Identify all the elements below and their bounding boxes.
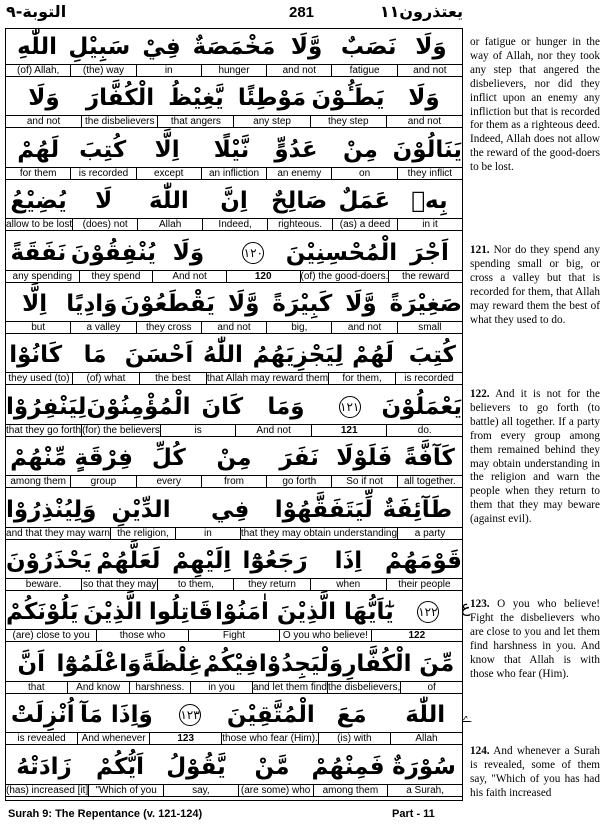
arabic-word: قَوْمَهُمْ <box>385 548 462 574</box>
arabic-word: رَجَعُوْٓا <box>242 548 308 574</box>
arabic-word: زَادَتْهُ <box>16 753 72 780</box>
verse-number-gloss: 120 <box>226 271 300 282</box>
arabic-word: كُلِّ <box>151 445 186 472</box>
english-gloss: fatigue <box>331 65 396 76</box>
arabic-line <box>6 31 462 63</box>
arabic-word: عَمَلٌ <box>338 188 391 215</box>
arabic-word: فَمِنْهُمْ <box>311 753 385 780</box>
english-gloss: among them <box>10 476 66 488</box>
arabic-word: يٰٓاَيُّهَا الَّذِيْنَ اٰمَنُوْا <box>215 599 394 626</box>
english-gloss: And know <box>67 682 129 693</box>
verse-line <box>6 286 462 337</box>
arabic-word: اللّٰهِ <box>17 34 58 60</box>
verse-line <box>6 29 462 80</box>
arabic-word: يَعْمَلُوْنَ <box>381 393 462 420</box>
english-gloss: (as) a deed <box>332 219 397 230</box>
arabic-word: اَنَّ <box>17 650 45 677</box>
arabic-line <box>6 134 462 166</box>
arabic-word: الْكُفَّارَ <box>85 85 155 112</box>
english-gloss-line <box>6 424 462 437</box>
arabic-word: مِّنْهُمْ <box>10 445 68 472</box>
arabic-word: فِي <box>211 496 250 523</box>
english-gloss: harshness. <box>129 682 191 693</box>
english-gloss: every <box>136 476 201 487</box>
english-gloss: (are) close to you <box>12 630 90 642</box>
english-gloss: that they may obtain understanding <box>240 527 398 539</box>
english-gloss: that <box>28 681 45 693</box>
english-gloss: Fight <box>188 630 279 641</box>
translation-verse-122: 122. And it is not for the believers to go forth (to battle) all together. If a party from every group among them remained behind they may obtain understanding in the religion and warn the people when they return to them that they may beware (against evil). <box>470 388 600 526</box>
ruku-mark-icon: ع <box>461 597 471 616</box>
verse-number-gloss: 123 <box>149 733 221 744</box>
arabic-line <box>6 699 462 731</box>
arabic-word: وَلَا <box>172 239 205 266</box>
english-gloss: (has) increased [it] <box>5 784 89 796</box>
arabic-word: يَقْطَعُوْنَ <box>120 291 216 317</box>
verse-line <box>6 80 462 131</box>
arabic-line <box>6 82 462 114</box>
arabic-word: لِيَجْزِيَهُمُ <box>252 342 344 369</box>
english-gloss: the reward <box>388 271 462 282</box>
english-gloss: and not <box>397 65 462 76</box>
english-gloss: Indeed, <box>202 219 267 230</box>
english-gloss: they step <box>310 116 386 127</box>
english-gloss-line <box>6 372 462 385</box>
english-gloss: And not <box>152 271 226 282</box>
arabic-line <box>6 237 462 269</box>
english-gloss-line <box>6 115 462 128</box>
word-by-word-panel <box>5 28 463 801</box>
arabic-word: كَبِيْرَةً <box>272 291 333 317</box>
arabic-word: مِنْ <box>216 445 252 472</box>
english-gloss: (are some) who <box>238 785 313 796</box>
verse-line <box>6 594 462 645</box>
verse-line <box>6 132 462 183</box>
arabic-word: وَلَا <box>415 34 447 60</box>
arabic-word: لِيَنْفِرُوْا <box>5 393 87 420</box>
pause-mark-icon: ﮮ <box>461 704 473 723</box>
english-gloss: for them <box>19 167 57 179</box>
english-gloss: they spend <box>79 271 153 282</box>
english-gloss: all together. <box>397 476 462 487</box>
arabic-word: وَادِيًا <box>66 291 118 317</box>
english-gloss: is recorded <box>395 373 462 384</box>
arabic-word: فَلَوْلَا <box>336 445 393 472</box>
arabic-word: مَوْطِئًا <box>237 85 307 112</box>
surah-name-arabic: التوبة-٩ <box>6 2 67 21</box>
arabic-word: اِلَيْهِمْ <box>172 548 232 574</box>
english-gloss: is recorded <box>70 168 135 179</box>
english-gloss-line <box>6 784 462 797</box>
verse-line <box>6 492 462 543</box>
arabic-word: الدِّيْنِ <box>111 496 171 523</box>
footer-part: Part - 11 <box>392 808 435 820</box>
english-gloss: And not <box>235 425 311 436</box>
arabic-word: فِرْقَةٍ <box>74 445 133 472</box>
arabic-word: وَلَا <box>408 85 440 112</box>
english-gloss: in <box>175 528 240 539</box>
english-gloss: any step <box>233 116 309 127</box>
english-gloss-line <box>6 681 462 694</box>
arabic-word: لَهُمْ <box>352 342 394 369</box>
english-gloss: O you who believe! <box>279 630 370 641</box>
page-header <box>0 0 603 26</box>
english-gloss: in it <box>397 219 462 230</box>
translation-verse-124: 124. And whenever a Surah is revealed, some of them say, "Which of you has had his faith increased <box>470 745 600 799</box>
verse-line <box>6 235 462 286</box>
arabic-word: فِيْ <box>142 34 181 60</box>
arabic-word: يَلُوْنَكُمْ <box>6 599 79 626</box>
english-gloss: that angers <box>157 116 233 127</box>
english-gloss: (does) not <box>72 219 137 230</box>
english-gloss: the disbelievers, <box>327 681 401 693</box>
arabic-word: وَاعْلَمُوْٓا <box>56 650 142 677</box>
english-gloss: go forth <box>266 476 331 487</box>
arabic-word: الْمُحْسِنِيْنَ <box>285 239 398 266</box>
english-gloss: that Allah may reward them <box>206 373 329 385</box>
english-gloss: their people <box>386 579 462 590</box>
english-gloss: that they go forth <box>6 424 82 436</box>
english-gloss: So if not <box>331 476 396 487</box>
arabic-word: مَّنْ <box>254 753 290 780</box>
verse-number-circle: ١٢٢ <box>417 601 439 623</box>
verse-number-marker <box>153 699 227 731</box>
english-gloss: a valley <box>70 322 135 333</box>
arabic-word: طَآئِفَةٌ <box>382 496 453 523</box>
english-gloss: allow to be lost <box>6 219 73 231</box>
translation-verse-123: 123. O you who believe! Fight the disbelievers who are close to you and let them find harshness in you. And know that Allah is with those who fear (Him). <box>470 598 601 680</box>
arabic-word: نَصَبٌ <box>340 34 397 60</box>
english-gloss: of <box>400 682 462 693</box>
english-gloss: on <box>331 168 396 179</box>
verse-line <box>6 646 462 697</box>
english-gloss: and that they may warn <box>6 527 110 539</box>
english-gloss-line <box>6 475 462 488</box>
verse-line <box>6 183 462 234</box>
arabic-word: اِلَّا <box>22 291 48 317</box>
english-gloss: is revealed <box>17 733 66 745</box>
juz-name-arabic: يعتذرون١١ <box>379 2 463 21</box>
arabic-word: اللّٰهُ <box>202 342 243 369</box>
english-gloss: (is) with <box>318 733 390 744</box>
english-gloss: group <box>70 476 135 487</box>
english-gloss: and not <box>386 116 462 127</box>
arabic-word: عَدُوٍّ <box>274 136 318 163</box>
english-gloss: is <box>160 425 236 436</box>
arabic-word: وَّلَا <box>290 34 323 60</box>
arabic-word: وَّلَا <box>345 291 377 317</box>
translation-intro: or fatigue or hunger in the way of Allah, nor they took any step that angered the disbelievers, nor did they inflict upon an enemy any infliction but that is recorded for them as a righteous deed. Indeed, Allah does not allow the reward of the good-doers to be lost. <box>470 36 600 174</box>
footer-surah: Surah 9: The Repentance (v. 121-124) <box>8 808 203 820</box>
english-gloss: And whenever <box>77 733 149 744</box>
english-gloss: to them, <box>157 579 233 590</box>
arabic-word: اللّٰهَ <box>148 188 189 215</box>
verse-number-marker <box>221 237 286 269</box>
arabic-word: نَفَرَ <box>279 445 319 472</box>
english-gloss: a party <box>397 528 462 539</box>
arabic-line <box>6 545 462 577</box>
english-gloss-line <box>6 527 462 540</box>
english-gloss: (of) Allah, <box>17 65 60 76</box>
english-gloss-line <box>6 270 462 283</box>
arabic-word: كَانُوْا <box>9 342 63 369</box>
arabic-line <box>6 288 462 320</box>
english-gloss: they inflict <box>397 168 462 179</box>
english-gloss-line <box>6 321 462 334</box>
arabic-line <box>6 494 462 526</box>
verse-line <box>6 389 462 440</box>
english-gloss: those who <box>96 630 187 641</box>
english-gloss: and not <box>26 116 61 128</box>
english-gloss: but <box>31 322 46 333</box>
english-gloss: "Which of you <box>88 785 163 796</box>
arabic-word: لَعَلَّهُمْ <box>96 548 161 574</box>
verse-number-circle: ١٢٠ <box>242 242 264 264</box>
arabic-word: اِذَا <box>334 548 363 574</box>
arabic-word: صَالِحٌ <box>271 188 328 215</box>
english-gloss: they used (to) <box>8 373 70 385</box>
arabic-word: يَنَالُوْنَ <box>392 136 462 163</box>
english-gloss: they cross <box>136 322 201 333</box>
arabic-word: اِنَّ <box>220 188 248 215</box>
english-gloss: for them, <box>328 373 395 384</box>
arabic-word: كَانَ <box>201 393 244 420</box>
arabic-line <box>6 391 462 423</box>
verse-number-circle: ١٢١ <box>339 396 361 418</box>
english-gloss: so that they may <box>83 579 157 590</box>
verse-line <box>6 749 462 800</box>
arabic-word: سَبِيْلِ <box>68 34 131 60</box>
arabic-word: اَجْرَ <box>410 239 449 266</box>
english-gloss: (of) the good-doers. <box>300 270 389 282</box>
verse-line <box>6 697 462 748</box>
arabic-word: لَهُمْ <box>17 136 60 163</box>
english-gloss: the religion, <box>110 528 175 539</box>
english-gloss: except <box>136 168 201 179</box>
english-gloss: a Surah, <box>387 785 462 796</box>
arabic-word: وَلَا <box>28 85 60 112</box>
arabic-word: وَلِيُنْذِرُوْا <box>6 496 97 523</box>
english-gloss: (for) the believers <box>82 424 160 436</box>
arabic-word: اَحْسَنَ <box>124 342 194 369</box>
english-gloss: an infliction <box>201 168 266 179</box>
english-gloss: (the) way <box>70 65 135 76</box>
english-gloss: and not <box>331 322 396 333</box>
english-gloss: Allah <box>390 733 462 744</box>
arabic-word: يَحْذَرُوْنَ <box>6 548 92 574</box>
arabic-word: وَّلَا <box>227 291 260 317</box>
arabic-line <box>6 339 462 371</box>
verse-number-marker <box>318 391 382 423</box>
arabic-word: لِّيَتَفَقَّهُوْا <box>274 496 373 523</box>
arabic-word: يَّغِيْظُ <box>168 85 224 112</box>
arabic-word: بِهٖ <box>411 188 448 215</box>
arabic-word: يُضِيْعُ <box>10 188 67 215</box>
english-gloss: those who fear (Him). <box>222 733 318 745</box>
page-footer <box>0 805 603 825</box>
english-gloss: and let them find <box>253 681 327 693</box>
verse-number-gloss: 122 <box>371 630 462 641</box>
english-gloss: do. <box>386 425 462 436</box>
arabic-word: يَّقُوْلُ <box>166 753 226 780</box>
arabic-line <box>6 596 462 628</box>
english-gloss: beware. <box>25 579 62 590</box>
arabic-word: قَاتِلُوا <box>148 599 213 626</box>
english-gloss: they return <box>233 579 309 590</box>
verse-number-circle: ١٢٣ <box>179 704 201 726</box>
arabic-word: وَاِذَا مَآ <box>80 702 153 729</box>
arabic-word: مِنْ <box>342 136 378 163</box>
arabic-word: الْمُؤْمِنُوْنَ <box>86 393 191 420</box>
english-gloss: and not <box>201 322 266 333</box>
arabic-line <box>6 648 462 680</box>
english-gloss: an enemy <box>266 168 331 179</box>
english-gloss-line <box>6 218 462 231</box>
arabic-word: اُنْزِلَتْ <box>10 702 75 729</box>
translation-verse-121: 121. Nor do they spend any spending small or big, or cross a valley but that is recorded for them, that Allah may reward them the best of what they used to do. <box>470 244 600 326</box>
english-gloss-line <box>6 64 462 77</box>
english-gloss-line <box>6 629 462 642</box>
verse-line <box>6 543 462 594</box>
verse-number-gloss: 121 <box>311 425 387 436</box>
arabic-word: مَعَ <box>336 702 367 729</box>
arabic-word: كُتِبَ <box>79 136 127 163</box>
arabic-word: يَطَـُٔوْنَ <box>311 85 385 112</box>
page-number: 281 <box>288 4 315 21</box>
arabic-word: فِيْكُمْ <box>202 650 259 677</box>
english-gloss: the disbelievers <box>81 116 157 127</box>
arabic-line <box>6 185 462 217</box>
verse-number-marker <box>394 596 462 628</box>
arabic-line <box>6 751 462 783</box>
arabic-word: مِّنَ <box>419 650 455 677</box>
english-gloss: righteous. <box>267 219 332 230</box>
arabic-word: الَّذِيْنَ <box>83 599 143 626</box>
english-gloss: when <box>310 579 386 590</box>
english-gloss: say, <box>163 785 238 796</box>
arabic-word: الْكُفَّارِ <box>343 650 412 677</box>
english-gloss: in <box>136 65 201 76</box>
verse-line <box>6 337 462 388</box>
arabic-word: سُوْرَةٌ <box>392 753 456 780</box>
english-gloss-line <box>6 167 462 180</box>
arabic-line <box>6 442 462 474</box>
arabic-word: الْمُتَّقِيْنَ <box>226 702 315 729</box>
english-gloss-line <box>6 732 462 745</box>
arabic-word: نَفَقَةً <box>10 239 67 266</box>
english-gloss: hunger <box>201 65 266 76</box>
arabic-word: وَمَا <box>267 393 305 420</box>
arabic-word: صَغِيْرَةً <box>389 291 462 317</box>
arabic-word: كُتِبَ <box>408 342 456 369</box>
english-gloss: in you <box>190 682 252 693</box>
english-gloss: (of) what <box>72 373 139 384</box>
arabic-word: اللّٰهَ <box>405 702 446 729</box>
arabic-word: نَّيْلًا <box>213 136 250 163</box>
arabic-word: اِلَّا <box>154 136 180 163</box>
english-gloss: and not <box>266 65 331 76</box>
english-gloss: from <box>201 476 266 487</box>
english-gloss: big, <box>266 322 331 333</box>
arabic-word: كَآفَّةً <box>403 445 455 472</box>
arabic-word: غِلْظَةً <box>141 650 203 677</box>
arabic-word: وَلْيَجِدُوْا <box>258 650 344 677</box>
english-gloss: any spending <box>12 270 73 282</box>
english-gloss: the best <box>139 373 206 384</box>
english-gloss: small <box>397 322 462 333</box>
english-gloss: Allah <box>137 219 202 230</box>
arabic-word: اَيُّكُمْ <box>96 753 144 780</box>
english-gloss-line <box>6 578 462 591</box>
arabic-word: مَا <box>83 342 107 369</box>
arabic-word: مَخْمَصَةٌ <box>192 34 276 60</box>
arabic-word: يُنْفِقُوْنَ <box>70 239 157 266</box>
arabic-word: لَا <box>95 188 113 215</box>
english-gloss: among them <box>313 785 388 796</box>
verse-line <box>6 440 462 491</box>
